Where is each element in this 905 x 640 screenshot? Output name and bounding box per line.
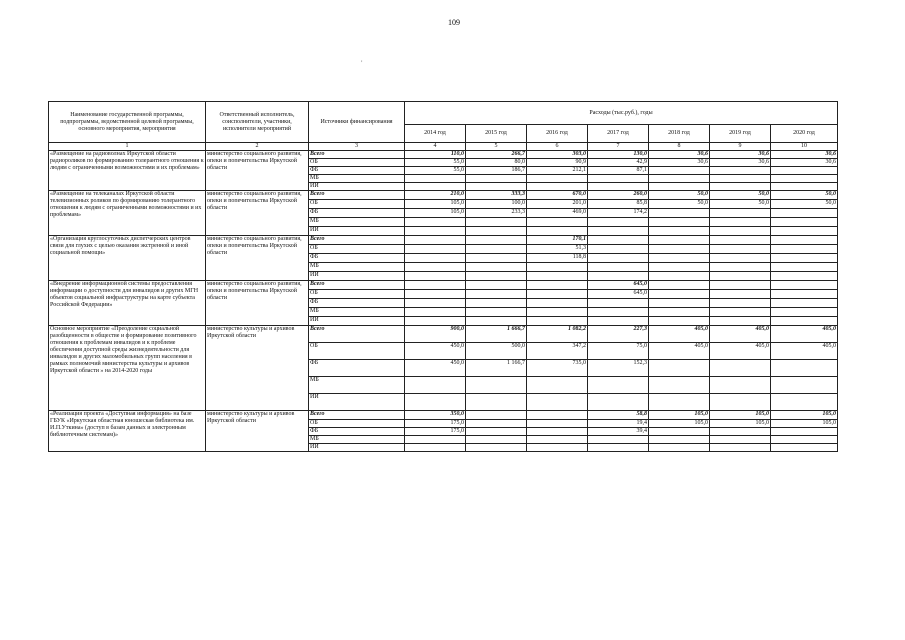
amount-cell: 50,0	[771, 191, 838, 200]
header-year: 2017 год	[588, 125, 649, 143]
amount-cell: 85,8	[588, 200, 649, 209]
column-number: 4	[405, 143, 466, 151]
amount-cell: 405,0	[649, 326, 710, 343]
amount-cell	[405, 263, 466, 272]
amount-cell	[527, 183, 588, 191]
amount-cell	[649, 444, 710, 452]
amount-cell: 19,4	[588, 420, 649, 428]
amount-cell: 110,0	[405, 151, 466, 159]
amount-cell	[466, 420, 527, 428]
amount-cell	[649, 227, 710, 236]
amount-cell	[466, 281, 527, 290]
amount-cell	[710, 227, 771, 236]
amount-cell: 87,1	[588, 167, 649, 175]
amount-cell: 50,0	[649, 200, 710, 209]
amount-cell	[405, 308, 466, 317]
amount-cell	[466, 254, 527, 263]
amount-cell: 350,0	[405, 411, 466, 420]
funding-source: Всего	[309, 411, 405, 420]
amount-cell	[588, 236, 649, 245]
measure-title: «Организация круглосуточных диспетчерских центров связи для глухих с целью оказания экстренной и иной социальной помощи»	[49, 236, 206, 281]
amount-cell	[588, 394, 649, 411]
amount-cell: 75,0	[588, 343, 649, 360]
funding-source: МБ	[309, 175, 405, 183]
responsible-executor: министерство культуры и архивов Иркутской области	[206, 411, 309, 452]
funding-source: Всего	[309, 191, 405, 200]
header-year: 2014 год	[405, 125, 466, 143]
header-name: Наименование государственной программы, подпрограммы, ведомственной целевой программы, основного мероприятия, мероприятия	[49, 102, 206, 143]
amount-cell: 105,0	[649, 420, 710, 428]
amount-cell	[466, 183, 527, 191]
amount-cell: 90,9	[527, 159, 588, 167]
column-number: 3	[309, 143, 405, 151]
amount-cell	[710, 444, 771, 452]
amount-cell: 405,0	[710, 343, 771, 360]
amount-cell	[527, 411, 588, 420]
amount-cell: 645,0	[588, 290, 649, 299]
amount-cell	[466, 245, 527, 254]
funding-source: ФБ	[309, 167, 405, 175]
funding-source: ОБ	[309, 200, 405, 209]
amount-cell: 500,0	[466, 343, 527, 360]
financing-table	[48, 101, 838, 452]
amount-cell: 333,3	[466, 191, 527, 200]
table-row	[49, 191, 838, 200]
amount-cell	[405, 175, 466, 183]
amount-cell	[710, 245, 771, 254]
amount-cell	[588, 272, 649, 281]
header-year: 2016 год	[527, 125, 588, 143]
amount-cell: 210,0	[405, 191, 466, 200]
amount-cell	[466, 436, 527, 444]
amount-cell	[405, 317, 466, 326]
amount-cell: 105,0	[405, 209, 466, 218]
amount-cell	[527, 377, 588, 394]
amount-cell: 347,2	[527, 343, 588, 360]
amount-cell	[771, 183, 838, 191]
amount-cell	[710, 263, 771, 272]
amount-cell	[771, 245, 838, 254]
amount-cell	[649, 428, 710, 436]
amount-cell: 152,3	[588, 360, 649, 377]
amount-cell: 42,9	[588, 159, 649, 167]
header-year: 2015 год	[466, 125, 527, 143]
amount-cell	[588, 308, 649, 317]
amount-cell	[466, 444, 527, 452]
amount-cell: 1 082,2	[527, 326, 588, 343]
header-year: 2018 год	[649, 125, 710, 143]
amount-cell: 30,6	[771, 151, 838, 159]
amount-cell: 130,0	[588, 151, 649, 159]
amount-cell	[588, 245, 649, 254]
amount-cell	[649, 175, 710, 183]
amount-cell	[527, 436, 588, 444]
column-number: 9	[710, 143, 771, 151]
funding-source: ИИ	[309, 394, 405, 411]
amount-cell	[405, 281, 466, 290]
funding-source: ОБ	[309, 343, 405, 360]
amount-cell: 450,0	[405, 360, 466, 377]
amount-cell	[588, 317, 649, 326]
amount-cell	[771, 394, 838, 411]
amount-cell	[466, 175, 527, 183]
amount-cell: 260,0	[588, 191, 649, 200]
amount-cell	[771, 290, 838, 299]
amount-cell	[527, 394, 588, 411]
amount-cell	[649, 394, 710, 411]
amount-cell	[527, 308, 588, 317]
amount-cell: 303,0	[527, 151, 588, 159]
measure-title: Основное мероприятие «Преодоление социальной разобщенности в обществе и формирование позитивного отношения к проблемам инвалидов и к проблеме обеспечения доступной среды жизнедеятельности для инвалидов и других маломобильных групп населения в рамках полномочий министерства культуры и архивов Иркутской области » на 2014-2020 годы	[49, 326, 206, 411]
amount-cell: 118,8	[527, 254, 588, 263]
amount-cell: 735,0	[527, 360, 588, 377]
amount-cell: 58,8	[588, 411, 649, 420]
table-body	[49, 151, 838, 452]
funding-source: Всего	[309, 326, 405, 343]
amount-cell	[710, 254, 771, 263]
table-row	[49, 281, 838, 290]
amount-cell	[466, 290, 527, 299]
amount-cell: 50,0	[710, 200, 771, 209]
amount-cell: 50,0	[649, 191, 710, 200]
funding-source: Всего	[309, 151, 405, 159]
responsible-executor: министерство социального развития, опеки и попечительства Иркутской области	[206, 151, 309, 191]
amount-cell	[527, 428, 588, 436]
amount-cell	[710, 290, 771, 299]
amount-cell	[405, 299, 466, 308]
amount-cell: 100,0	[466, 200, 527, 209]
amount-cell	[649, 236, 710, 245]
header-column-numbers	[49, 143, 838, 151]
amount-cell	[527, 263, 588, 272]
funding-source: МБ	[309, 436, 405, 444]
amount-cell: 469,0	[527, 209, 588, 218]
amount-cell	[466, 263, 527, 272]
amount-cell	[649, 377, 710, 394]
amount-cell	[405, 254, 466, 263]
column-number: 1	[49, 143, 206, 151]
column-number: 7	[588, 143, 649, 151]
funding-source: ОБ	[309, 159, 405, 167]
table-row	[49, 236, 838, 245]
amount-cell	[588, 227, 649, 236]
amount-cell	[466, 394, 527, 411]
amount-cell	[649, 209, 710, 218]
amount-cell: 50,0	[710, 191, 771, 200]
funding-source: ОБ	[309, 420, 405, 428]
funding-source: ОБ	[309, 245, 405, 254]
amount-cell: 186,7	[466, 167, 527, 175]
funding-source: Всего	[309, 236, 405, 245]
amount-cell: 51,3	[527, 245, 588, 254]
funding-source: ОБ	[309, 290, 405, 299]
amount-cell	[588, 444, 649, 452]
amount-cell	[771, 308, 838, 317]
amount-cell	[527, 317, 588, 326]
amount-cell	[527, 444, 588, 452]
stray-mark: ,	[361, 57, 363, 63]
amount-cell	[527, 290, 588, 299]
funding-source: ФБ	[309, 428, 405, 436]
amount-cell	[710, 317, 771, 326]
funding-source: ФБ	[309, 254, 405, 263]
column-number: 6	[527, 143, 588, 151]
amount-cell	[527, 227, 588, 236]
funding-source: МБ	[309, 308, 405, 317]
amount-cell	[771, 444, 838, 452]
header-source: Источники финансирования	[309, 102, 405, 143]
amount-cell	[405, 444, 466, 452]
amount-cell: 105,0	[771, 411, 838, 420]
amount-cell	[405, 394, 466, 411]
funding-source: Всего	[309, 281, 405, 290]
amount-cell: 30,6	[771, 159, 838, 167]
column-number: 5	[466, 143, 527, 151]
amount-cell	[710, 281, 771, 290]
amount-cell: 30,6	[710, 159, 771, 167]
amount-cell	[710, 394, 771, 411]
amount-cell	[710, 209, 771, 218]
amount-cell: 670,0	[527, 191, 588, 200]
header-responsible: Ответственный исполнитель, соисполнители, участники, исполнители мероприятий	[206, 102, 309, 143]
amount-cell	[588, 263, 649, 272]
amount-cell: 105,0	[405, 200, 466, 209]
amount-cell	[771, 236, 838, 245]
amount-cell	[466, 299, 527, 308]
amount-cell	[771, 317, 838, 326]
amount-cell	[405, 436, 466, 444]
amount-cell: 212,1	[527, 167, 588, 175]
amount-cell	[771, 377, 838, 394]
amount-cell	[649, 308, 710, 317]
table-row	[49, 151, 838, 159]
amount-cell	[710, 218, 771, 227]
amount-cell	[405, 236, 466, 245]
amount-cell: 900,0	[405, 326, 466, 343]
amount-cell	[466, 227, 527, 236]
amount-cell	[771, 227, 838, 236]
funding-source: ИИ	[309, 183, 405, 191]
amount-cell: 80,0	[466, 159, 527, 167]
funding-source: ИИ	[309, 272, 405, 281]
amount-cell	[771, 209, 838, 218]
amount-cell	[710, 436, 771, 444]
amount-cell	[405, 272, 466, 281]
amount-cell: 105,0	[771, 420, 838, 428]
column-number: 8	[649, 143, 710, 151]
amount-cell	[649, 317, 710, 326]
amount-cell: 405,0	[649, 343, 710, 360]
amount-cell: 266,7	[466, 151, 527, 159]
table-header	[49, 102, 838, 151]
amount-cell: 450,0	[405, 343, 466, 360]
amount-cell	[466, 377, 527, 394]
funding-source: ИИ	[309, 227, 405, 236]
header-year: 2020 год	[771, 125, 838, 143]
amount-cell: 55,0	[405, 167, 466, 175]
amount-cell: 201,0	[527, 200, 588, 209]
amount-cell	[710, 308, 771, 317]
amount-cell	[649, 263, 710, 272]
funding-source: МБ	[309, 263, 405, 272]
amount-cell	[771, 272, 838, 281]
amount-cell: 105,0	[710, 420, 771, 428]
amount-cell: 175,0	[405, 428, 466, 436]
amount-cell	[405, 227, 466, 236]
amount-cell	[649, 183, 710, 191]
amount-cell	[649, 299, 710, 308]
amount-cell: 50,0	[771, 200, 838, 209]
amount-cell	[649, 254, 710, 263]
amount-cell	[527, 175, 588, 183]
amount-cell: 1 666,7	[466, 326, 527, 343]
amount-cell	[527, 218, 588, 227]
amount-cell	[771, 299, 838, 308]
amount-cell	[771, 428, 838, 436]
amount-cell	[710, 299, 771, 308]
amount-cell	[588, 218, 649, 227]
amount-cell	[710, 236, 771, 245]
responsible-executor: министерство социального развития, опеки и попечительства Иркутской области	[206, 281, 309, 326]
amount-cell	[710, 360, 771, 377]
responsible-executor: министерство культуры и архивов Иркутской области	[206, 326, 309, 411]
amount-cell	[649, 218, 710, 227]
funding-source: ИИ	[309, 444, 405, 452]
amount-cell	[466, 428, 527, 436]
amount-cell: 30,6	[649, 159, 710, 167]
amount-cell	[466, 218, 527, 227]
header-year: 2019 год	[710, 125, 771, 143]
amount-cell	[771, 175, 838, 183]
amount-cell	[771, 436, 838, 444]
amount-cell	[527, 281, 588, 290]
amount-cell	[771, 360, 838, 377]
amount-cell: 170,1	[527, 236, 588, 245]
amount-cell	[649, 281, 710, 290]
column-number: 2	[206, 143, 309, 151]
amount-cell	[649, 245, 710, 254]
amount-cell	[771, 263, 838, 272]
amount-cell: 105,0	[710, 411, 771, 420]
amount-cell	[588, 436, 649, 444]
amount-cell	[649, 290, 710, 299]
funding-source: ФБ	[309, 360, 405, 377]
amount-cell: 405,0	[771, 343, 838, 360]
amount-cell	[710, 377, 771, 394]
funding-source: МБ	[309, 218, 405, 227]
amount-cell: 174,2	[588, 209, 649, 218]
responsible-executor: министерство социального развития, опеки и попечительства Иркутской области	[206, 236, 309, 281]
funding-source: ФБ	[309, 299, 405, 308]
amount-cell	[405, 218, 466, 227]
measure-title: «Размещение на радиоволнах Иркутской области радиороликов по формированию толерантного отношения к людям с ограниченными возможностями и их проблемам»	[49, 151, 206, 191]
amount-cell	[710, 175, 771, 183]
header-expenses: Расходы (тыс.руб.), годы	[405, 102, 838, 125]
measure-title: «Реализация проекта «Доступная информация» на базе ГБУК «Иркутская областная юношеская библиотека им. И.П.Уткина» (доступ в базам данных и электронным библиотечным системам)»	[49, 411, 206, 452]
amount-cell	[771, 254, 838, 263]
amount-cell	[588, 183, 649, 191]
amount-cell: 30,6	[649, 151, 710, 159]
amount-cell: 30,6	[710, 151, 771, 159]
amount-cell	[527, 272, 588, 281]
funding-source: МБ	[309, 377, 405, 394]
amount-cell: 405,0	[710, 326, 771, 343]
amount-cell	[588, 254, 649, 263]
amount-cell	[466, 411, 527, 420]
amount-cell	[466, 317, 527, 326]
amount-cell	[710, 167, 771, 175]
amount-cell	[710, 428, 771, 436]
amount-cell	[527, 420, 588, 428]
amount-cell: 405,0	[771, 326, 838, 343]
amount-cell: 39,4	[588, 428, 649, 436]
amount-cell	[588, 299, 649, 308]
funding-source: ФБ	[309, 209, 405, 218]
amount-cell: 55,0	[405, 159, 466, 167]
amount-cell	[710, 272, 771, 281]
amount-cell	[649, 360, 710, 377]
measure-title: «Размещение на телеканалах Иркутской области телевизионных роликов по формированию толерантного отношения к людям с ограниченными возможностями и их проблемам»	[49, 191, 206, 236]
amount-cell	[405, 290, 466, 299]
amount-cell	[710, 183, 771, 191]
amount-cell	[588, 377, 649, 394]
table-row	[49, 326, 838, 343]
page-number: 109	[448, 18, 460, 27]
amount-cell: 645,0	[588, 281, 649, 290]
amount-cell	[466, 308, 527, 317]
amount-cell	[649, 167, 710, 175]
amount-cell	[588, 175, 649, 183]
amount-cell	[771, 167, 838, 175]
table-row	[49, 411, 838, 420]
amount-cell	[405, 245, 466, 254]
amount-cell	[649, 436, 710, 444]
amount-cell: 233,3	[466, 209, 527, 218]
amount-cell: 1 166,7	[466, 360, 527, 377]
amount-cell	[527, 299, 588, 308]
amount-cell	[649, 272, 710, 281]
funding-source: ИИ	[309, 317, 405, 326]
column-number: 10	[771, 143, 838, 151]
amount-cell	[466, 272, 527, 281]
amount-cell: 105,0	[649, 411, 710, 420]
amount-cell: 227,3	[588, 326, 649, 343]
amount-cell	[466, 236, 527, 245]
amount-cell	[405, 183, 466, 191]
measure-title: «Внедрение информационной системы предоставления информации о доступности для инвалидов и других МГН объектов социальной инфраструктуры на карте субъекта Российской Федерации»	[49, 281, 206, 326]
amount-cell	[771, 218, 838, 227]
amount-cell	[771, 281, 838, 290]
responsible-executor: министерство социального развития, опеки и попечительства Иркутской области	[206, 191, 309, 236]
amount-cell: 175,0	[405, 420, 466, 428]
amount-cell	[405, 377, 466, 394]
